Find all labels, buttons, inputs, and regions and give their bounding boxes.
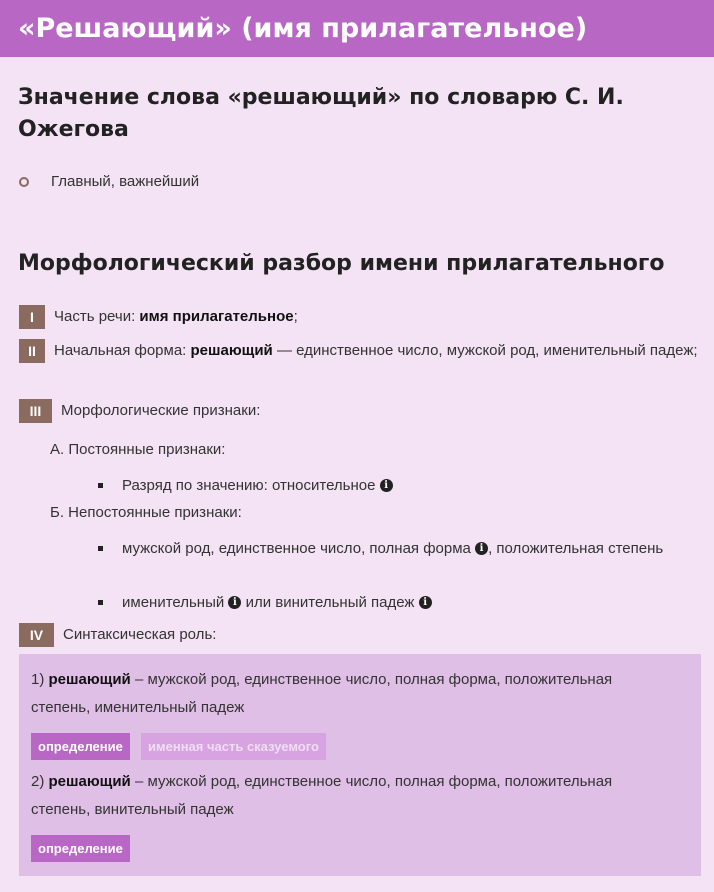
- roman-numeral-badge: I: [19, 305, 45, 329]
- syntax-entry-desc: – мужской род, единственное число, полная форма, положительная степень, именительный падеж: [31, 671, 613, 716]
- initial-form-rest: — единственное число, мужской род, именительный падеж;: [272, 342, 698, 359]
- info-circle-icon[interactable]: i: [475, 542, 488, 555]
- variable-feature-item: [98, 589, 658, 616]
- syntax-entry: [31, 768, 671, 824]
- info-circle-icon[interactable]: i: [419, 596, 432, 609]
- syntax-label: Синтаксическая роль:: [63, 626, 217, 643]
- syntax-entry-index: 2): [31, 773, 49, 790]
- constant-feature-item: [98, 472, 658, 499]
- part-of-speech-label: Часть речи:: [54, 308, 140, 325]
- meaning-list-item: [19, 173, 199, 190]
- tag-nominal-predicate[interactable]: именная часть сказуемого: [141, 733, 326, 760]
- part-of-speech-value: имя прилагательное: [139, 308, 294, 325]
- constant-feature-text: Разряд по значению: относительное: [122, 477, 376, 494]
- syntax-entry: [31, 666, 671, 722]
- initial-form-row: [19, 338, 699, 364]
- variable-feature-text-continued: , положительная степень: [488, 540, 664, 557]
- meaning-heading: Значение слова «решающий» по словарю С. И. Ожегова: [18, 85, 624, 142]
- initial-form-label: Начальная форма:: [54, 342, 191, 359]
- variable-feature-text: мужской род, единственное число, полная форма: [122, 540, 471, 557]
- tag-definition[interactable]: определение: [31, 733, 130, 760]
- part-of-speech-row: [19, 304, 699, 330]
- syntax-entry-index: 1): [31, 671, 49, 688]
- part-of-speech-suffix: ;: [293, 308, 298, 325]
- syntax-entry-word: решающий: [48, 773, 131, 790]
- info-circle-icon[interactable]: i: [380, 479, 393, 492]
- features-row: [19, 398, 699, 424]
- roman-numeral-badge: IV: [19, 623, 54, 647]
- features-label: Морфологические признаки:: [61, 402, 261, 419]
- syntax-row: [19, 622, 699, 648]
- roman-numeral-badge: III: [19, 399, 52, 423]
- syntax-box: [19, 654, 701, 876]
- variable-features-label: Б. Непостоянные признаки:: [50, 504, 242, 521]
- square-bullet-icon: [98, 600, 103, 605]
- tag-definition[interactable]: определение: [31, 835, 130, 862]
- constant-features-label: А. Постоянные признаки:: [50, 441, 226, 458]
- info-circle-icon[interactable]: i: [228, 596, 241, 609]
- meaning-text: Главный, важнейший: [51, 173, 200, 190]
- ring-bullet-icon: [19, 177, 29, 187]
- square-bullet-icon: [98, 483, 103, 488]
- syntax-entry-desc: – мужской род, единственное число, полная форма, положительная степень, винительный падеж: [31, 773, 613, 818]
- initial-form-value: решающий: [190, 342, 273, 359]
- variable-feature-text: именительный: [122, 594, 225, 611]
- morph-heading: Морфологический разбор имени прилагательного: [18, 251, 665, 276]
- variable-feature-text-continued: или винительный падеж: [241, 594, 415, 611]
- square-bullet-icon: [98, 546, 103, 551]
- variable-feature-item: [98, 535, 683, 562]
- syntax-entry-word: решающий: [48, 671, 131, 688]
- page-title: «Решающий» (имя прилагательное): [0, 0, 714, 57]
- roman-numeral-badge: II: [19, 339, 45, 363]
